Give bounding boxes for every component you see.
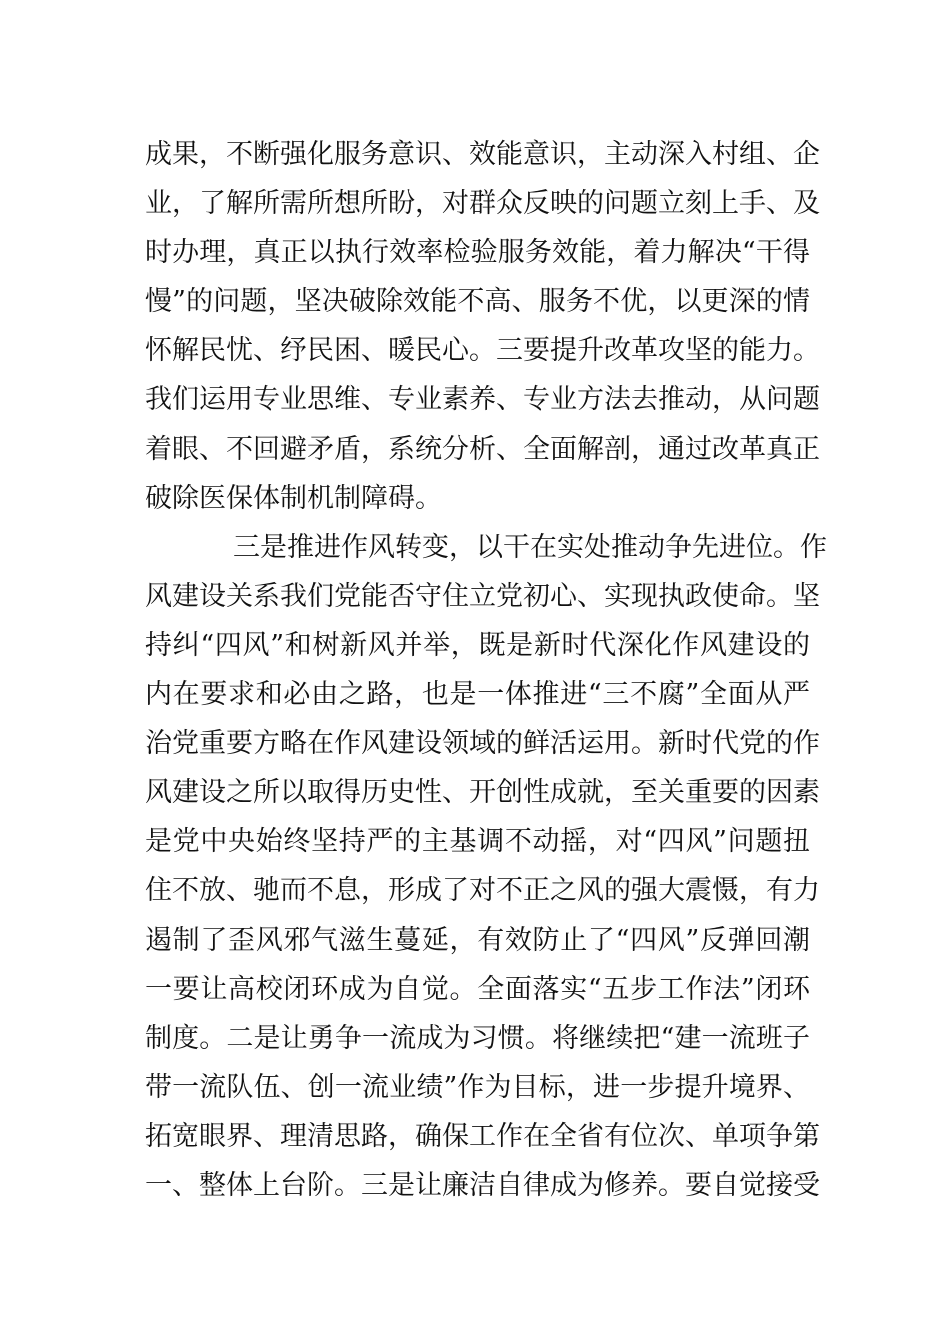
- text-line: 我们运用专业思维、专业素养、专业方法去推动，从问题: [145, 384, 820, 416]
- paragraph-start-line: 三是推进作风转变，以干在实处推动争先进位。作: [233, 531, 827, 563]
- text-line: 时办理，真正以执行效率检验服务效能，着力解决“干得: [145, 237, 810, 269]
- text-line: 遏制了歪风邪气滋生蔓延，有效防止了“四风”反弹回潮: [145, 924, 810, 956]
- text-line: 内在要求和必由之路，也是一体推进“三不腐”全面从严: [145, 679, 810, 711]
- text-line: 着眼、不回避矛盾，系统分析、全面解剖，通过改革真正: [145, 433, 820, 465]
- text-line: 慢”的问题，坚决破除效能不高、服务不优，以更深的情: [145, 286, 810, 318]
- text-line: 风建设之所以取得历史性、开创性成就，至关重要的因素: [145, 777, 820, 809]
- text-line: 怀解民忧、纾民困、暖民心。三要提升改革攻坚的能力。: [145, 335, 820, 367]
- text-line: 风建设关系我们党能否守住立党初心、实现执政使命。坚: [145, 580, 820, 612]
- text-line: 一、整体上台阶。三是让廉洁自律成为修养。要自觉接受: [145, 1169, 820, 1201]
- text-line: 带一流队伍、创一流业绩”作为目标，进一步提升境界、: [145, 1071, 810, 1103]
- text-line: 一要让高校闭环成为自觉。全面落实“五步工作法”闭环: [145, 973, 810, 1005]
- body-text: [145, 130, 827, 1210]
- text-line: 持纠“四风”和树新风并举，既是新时代深化作风建设的: [145, 629, 810, 661]
- paragraph-end-line: 破除医保体制机制障碍。: [145, 482, 442, 514]
- text-line: 制度。二是让勇争一流成为习惯。将继续把“建一流班子: [145, 1022, 810, 1054]
- text-line: 业，了解所需所想所盼，对群众反映的问题立刻上手、及: [145, 188, 820, 220]
- text-line: 拓宽眼界、理清思路，确保工作在全省有位次、单项争第: [145, 1120, 820, 1152]
- text-line: 治党重要方略在作风建设领域的鲜活运用。新时代党的作: [145, 728, 820, 760]
- text-line: 成果，不断强化服务意识、效能意识，主动深入村组、企: [145, 139, 820, 170]
- text-line: 住不放、驰而不息，形成了对不正之风的强大震慑，有力: [145, 875, 820, 907]
- text-line: 是党中央始终坚持严的主基调不动摇，对“四风”问题扭: [145, 826, 810, 858]
